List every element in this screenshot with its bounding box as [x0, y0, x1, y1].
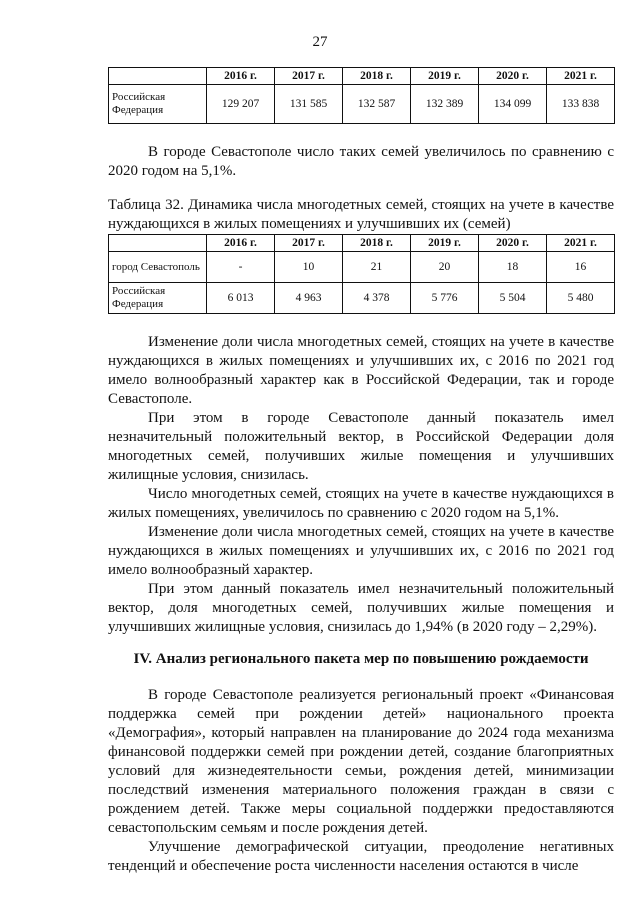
paragraph: При этом данный показатель имел незначительный положительный вектор, доля многодетных семей, получивших жилые помещения и улучшивших жилищные условия, снизилась до 1,94% (в 2020 году – 2,29%). — [108, 581, 614, 635]
table-header-row — [109, 235, 615, 252]
table-cell: 20 — [411, 252, 479, 283]
row-label: Российская Федерация — [109, 85, 207, 124]
table-cell: 5 480 — [547, 283, 615, 314]
header-year: 2019 г. — [411, 68, 479, 85]
header-year: 2020 г. — [479, 235, 547, 252]
header-year: 2016 г. — [207, 68, 275, 85]
header-empty-cell — [109, 235, 207, 252]
table-cell: 5 776 — [411, 283, 479, 314]
table-cell: 131 585 — [275, 85, 343, 124]
table-cell: 4 378 — [343, 283, 411, 314]
header-year: 2021 г. — [547, 68, 615, 85]
paragraph: Улучшение демографической ситуации, преодоление негативных тенденций и обеспечение роста численности населения остаются в числе — [108, 839, 614, 874]
paragraph: При этом в городе Севастополе данный показатель имел незначительный положительный вектор, в Российской Федерации доля многодетных семей, получивших жилые помещения и улучшивших жилищные условия, снизилась. — [108, 410, 614, 483]
table-cell: 4 963 — [275, 283, 343, 314]
paragraph: Число многодетных семей, стоящих на учете в качестве нуждающихся в жилых помещениях, увеличилось по сравнению с 2020 годом на 5,1%. — [108, 486, 614, 521]
table-row — [109, 283, 615, 314]
table-cell: 129 207 — [207, 85, 275, 124]
header-year: 2017 г. — [275, 235, 343, 252]
header-year: 2021 г. — [547, 235, 615, 252]
header-year: 2020 г. — [479, 68, 547, 85]
row-label: город Севастополь — [109, 252, 207, 283]
text-block-section1 — [108, 333, 614, 637]
header-year: 2019 г. — [411, 235, 479, 252]
paragraph: В городе Севастополе реализуется региональный проект «Финансовая поддержка семей при рождении детей» национального проекта «Демография», который направлен на планирование до 2024 года механизма финансовой поддержки семей при рождении детей, создание благоприятных условий для жизнедеятельности семьи, рождения детей, минимизации последствий изменения материального положения граждан в связи с рождением детей. Также меры социальной поддержки предоставляются севастопольским семьям и после рождения детей. — [108, 687, 614, 836]
table-cell: 10 — [275, 252, 343, 283]
text-block-section2 — [108, 686, 614, 876]
paragraph: В городе Севастополе число таких семей увеличилось по сравнению с 2020 годом на 5,1%. — [108, 144, 614, 179]
table-cell: 6 013 — [207, 283, 275, 314]
header-empty-cell — [109, 68, 207, 85]
row-label: Российская Федерация — [109, 283, 207, 314]
table-cell: 18 — [479, 252, 547, 283]
table-russia-families — [108, 67, 615, 124]
table-row — [109, 252, 615, 283]
header-year: 2018 г. — [343, 235, 411, 252]
table-cell: 21 — [343, 252, 411, 283]
header-year: 2016 г. — [207, 235, 275, 252]
paragraph: Изменение доли числа многодетных семей, стоящих на учете в качестве нуждающихся в жилых помещениях и улучшивших их, с 2016 по 2021 год имело волнообразный характер. — [108, 524, 614, 578]
header-year: 2017 г. — [275, 68, 343, 85]
table-cell: 133 838 — [547, 85, 615, 124]
table-cell: 134 099 — [479, 85, 547, 124]
paragraph: Изменение доли числа многодетных семей, стоящих на учете в качестве нуждающихся в жилых помещениях и улучшивших их, с 2016 по 2021 год имело волнообразный характер как в Российской Федерации, так и городе Севастополе. — [108, 334, 614, 407]
table-large-families-housing — [108, 234, 615, 314]
section-heading: IV. Анализ регионального пакета мер по повышению рождаемости — [133, 651, 589, 667]
header-year: 2018 г. — [343, 68, 411, 85]
table-header-row — [109, 68, 615, 85]
page-number: 27 — [312, 34, 328, 50]
table-cell: 132 587 — [343, 85, 411, 124]
table-cell: 5 504 — [479, 283, 547, 314]
table2-caption: Таблица 32. Динамика числа многодетных семей, стоящих на учете в качестве нуждающихся в жилых помещениях и улучшивших их (семей) — [108, 197, 614, 232]
table-cell: 132 389 — [411, 85, 479, 124]
text-block-after-table1 — [108, 143, 614, 181]
table-row — [109, 85, 615, 124]
table-cell: 16 — [547, 252, 615, 283]
table-cell: - — [207, 252, 275, 283]
